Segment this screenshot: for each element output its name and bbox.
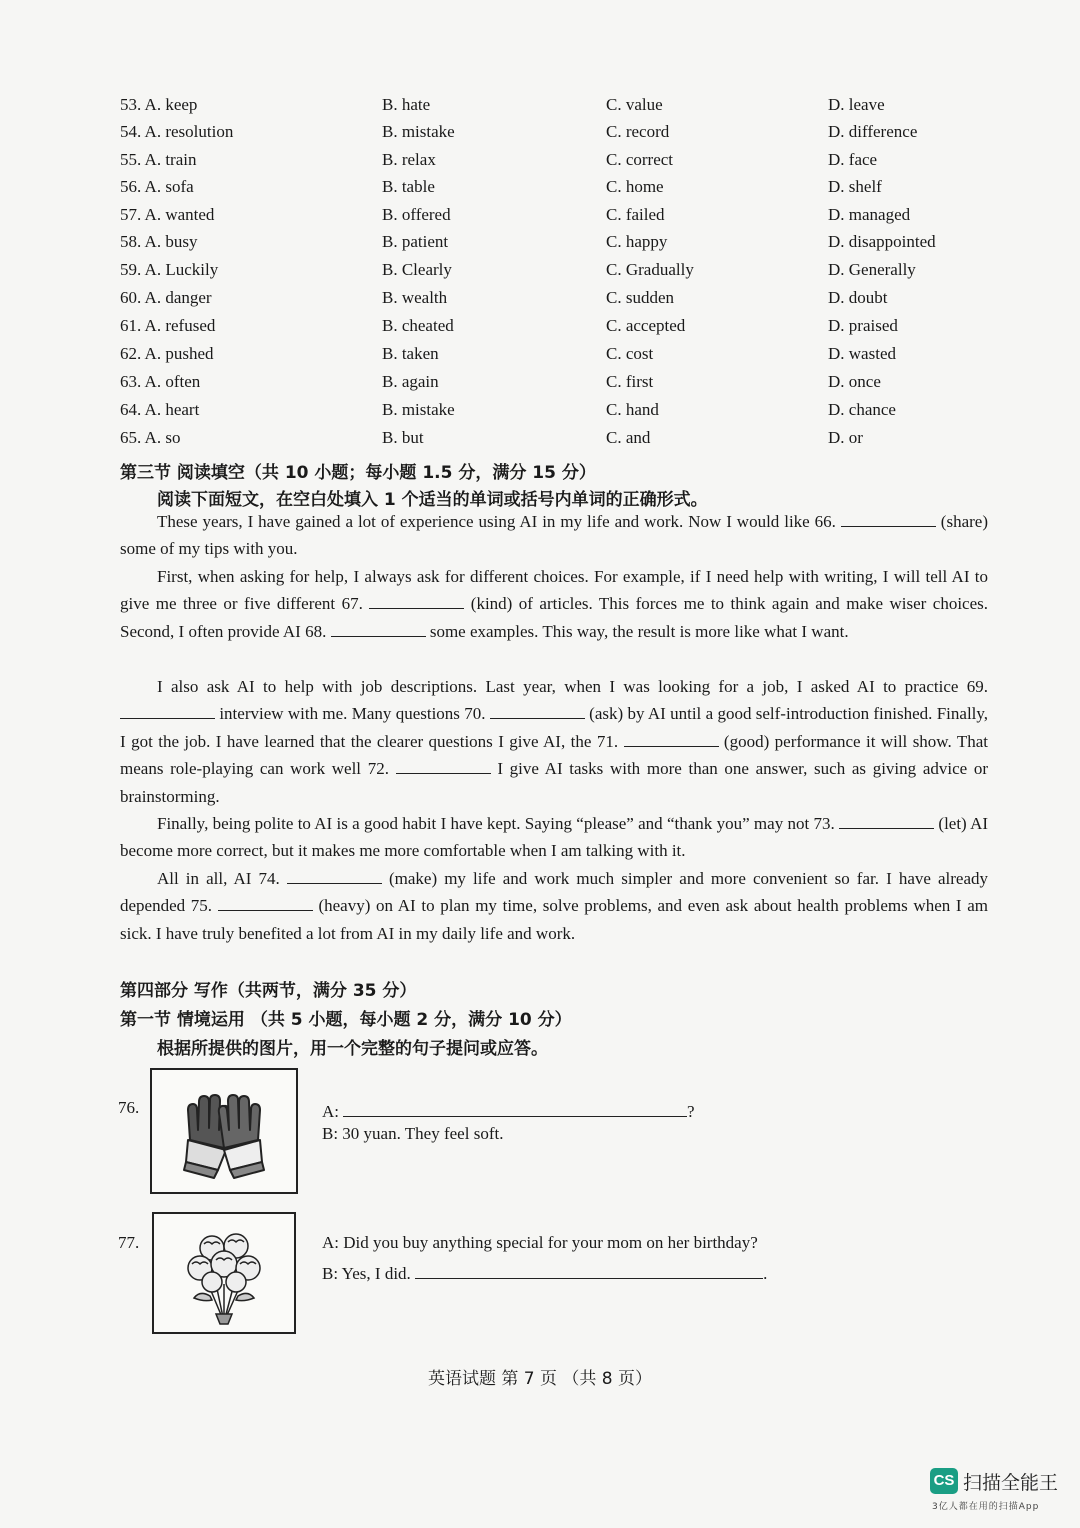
choice-row	[120, 316, 1000, 344]
option-d[interactable]: D. chance	[828, 400, 896, 419]
question-77-picture	[152, 1212, 296, 1334]
option-a[interactable]: 65. A. so	[120, 428, 181, 447]
option-a[interactable]: 56. A. sofa	[120, 177, 194, 196]
answer-76-blank[interactable]	[343, 1098, 687, 1117]
choice-row	[120, 205, 1000, 233]
option-b[interactable]: B. mistake	[382, 400, 455, 419]
choice-row	[120, 177, 1000, 205]
blank-71[interactable]	[624, 728, 719, 747]
option-d[interactable]: D. shelf	[828, 177, 882, 196]
question-76-line-a: A: ?	[322, 1098, 695, 1122]
option-b[interactable]: B. offered	[382, 205, 451, 224]
option-a[interactable]: 61. A. refused	[120, 316, 216, 335]
option-b[interactable]: B. again	[382, 372, 439, 391]
option-d[interactable]: D. disappointed	[828, 232, 936, 251]
option-d[interactable]: D. leave	[828, 95, 885, 114]
blank-69[interactable]	[120, 700, 215, 719]
blank-67[interactable]	[369, 590, 464, 609]
gloves-icon	[152, 1070, 296, 1192]
option-b[interactable]: B. mistake	[382, 122, 455, 141]
option-b[interactable]: B. cheated	[382, 316, 454, 335]
option-b[interactable]: B. taken	[382, 344, 439, 363]
option-c[interactable]: C. cost	[606, 344, 654, 363]
blank-75[interactable]	[218, 892, 313, 911]
option-a[interactable]: 63. A. often	[120, 372, 201, 391]
option-d[interactable]: D. once	[828, 372, 881, 391]
option-c[interactable]: C. Gradually	[606, 260, 694, 279]
carnation-bouquet-icon	[154, 1214, 294, 1332]
option-d[interactable]: D. wasted	[828, 344, 896, 363]
passage-paragraph-3: I also ask AI to help with job descriptions. Last year, when I was looking for a job, I asked AI to practice 69. interview with me. Many questions 70. (ask) by AI until a good self-introduction finished. Finally, I got the job. I have learned that the clearer questions I give AI, the 71. (good) performance it will show. That means role-playing can work well 72. I give AI tasks with more than one answer, such as giving advice or brainstorming.	[120, 677, 989, 806]
option-a[interactable]: 58. A. busy	[120, 232, 198, 251]
choice-row	[120, 232, 1000, 260]
passage-paragraph-4: Finally, being polite to AI is a good habit I have kept. Saying “please” and “thank you” may not 73. (let) AI become more correct, but it makes me more comfortable when I am talking with it.	[120, 810, 988, 865]
option-b[interactable]: B. hate	[382, 95, 431, 114]
answer-77-blank[interactable]	[415, 1260, 763, 1279]
camscanner-badge-icon: CS	[930, 1468, 958, 1494]
option-b[interactable]: B. relax	[382, 150, 436, 169]
option-a[interactable]: 53. A. keep	[120, 95, 198, 114]
option-b[interactable]: B. Clearly	[382, 260, 452, 279]
blank-70[interactable]	[490, 700, 585, 719]
choice-row	[120, 122, 1000, 150]
option-a[interactable]: 57. A. wanted	[120, 205, 215, 224]
option-c[interactable]: C. sudden	[606, 288, 674, 307]
question-77-line-a: A: Did you buy anything special for your mom on her birthday?	[322, 1233, 758, 1252]
camscanner-name: 扫描全能王	[963, 1472, 1059, 1494]
choice-row	[120, 372, 1000, 400]
choice-row	[120, 150, 1000, 178]
option-c[interactable]: C. and	[606, 428, 651, 447]
question-76-line-b: B: 30 yuan. They feel soft.	[322, 1124, 504, 1143]
option-d[interactable]: D. or	[828, 428, 863, 447]
section3-title: 第三节 阅读填空（共 10 小题；每小题 1.5 分，满分 15 分）	[120, 463, 596, 483]
choice-row	[120, 95, 1000, 123]
option-a[interactable]: 64. A. heart	[120, 400, 200, 419]
camscanner-tagline: 3亿人都在用的扫描App	[932, 1502, 1040, 1512]
passage-paragraph-5: All in all, AI 74. (make) my life and work much simpler and more convenient so far. I have already depended 75. (heavy) on AI to plan my time, solve problems, and even ask about health problems when I am sick. I have truly benefited a lot from AI in my daily life and work.	[120, 865, 988, 947]
option-b[interactable]: B. table	[382, 177, 435, 196]
option-d[interactable]: D. praised	[828, 316, 898, 335]
option-a[interactable]: 60. A. danger	[120, 288, 212, 307]
camscanner-logo	[930, 1465, 1060, 1515]
option-d[interactable]: D. Generally	[828, 260, 916, 279]
option-c[interactable]: C. happy	[606, 232, 668, 251]
option-b[interactable]: B. patient	[382, 232, 449, 251]
option-c[interactable]: C. accepted	[606, 316, 686, 335]
option-a[interactable]: 59. A. Luckily	[120, 260, 219, 279]
part4-title: 第四部分 写作（共两节，满分 35 分）	[120, 981, 417, 1001]
part4-section1-instruction: 根据所提供的图片，用一个完整的句子提问或应答。	[157, 1039, 548, 1059]
question-77-number: 77.	[118, 1233, 140, 1252]
passage-paragraph-1: These years, I have gained a lot of experience using AI in my life and work. Now I would like 66. (share) some of my tips with you.	[120, 508, 988, 563]
option-d[interactable]: D. doubt	[828, 288, 888, 307]
blank-66[interactable]	[841, 508, 936, 527]
choice-row	[120, 400, 1000, 428]
option-d[interactable]: D. difference	[828, 122, 918, 141]
option-c[interactable]: C. hand	[606, 400, 659, 419]
option-c[interactable]: C. correct	[606, 150, 674, 169]
option-c[interactable]: C. home	[606, 177, 664, 196]
choice-row	[120, 344, 1000, 372]
option-d[interactable]: D. managed	[828, 205, 911, 224]
option-a[interactable]: 55. A. train	[120, 150, 197, 169]
section3-instruction: 阅读下面短文，在空白处填入 1 个适当的单词或括号内单词的正确形式。	[157, 490, 708, 510]
question-76-picture	[150, 1068, 298, 1194]
part4-section1-title: 第一节 情境运用 （共 5 小题，每小题 2 分，满分 10 分）	[120, 1010, 572, 1030]
option-c[interactable]: C. value	[606, 95, 663, 114]
question-76-number: 76.	[118, 1098, 140, 1117]
page-footer: 英语试题 第 7 页 （共 8 页）	[427, 1369, 653, 1389]
option-a[interactable]: 54. A. resolution	[120, 122, 234, 141]
blank-73[interactable]	[839, 810, 934, 829]
passage-paragraph-2: First, when asking for help, I always ask for different choices. For example, if I need help with writing, I will tell AI to give me three or five different 67. (kind) of articles. This forces me to think again and make wiser choices. Second, I often provide AI 68. some examples. This way, the result is more like what I want.	[120, 567, 988, 641]
option-c[interactable]: C. first	[606, 372, 654, 391]
choice-row	[120, 260, 1000, 288]
blank-68[interactable]	[331, 618, 426, 637]
option-b[interactable]: B. wealth	[382, 288, 448, 307]
option-b[interactable]: B. but	[382, 428, 424, 447]
option-a[interactable]: 62. A. pushed	[120, 344, 214, 363]
option-d[interactable]: D. face	[828, 150, 878, 169]
choice-row	[120, 288, 1000, 316]
question-77-line-b: B: Yes, I did. .	[322, 1260, 767, 1284]
blank-74[interactable]	[287, 865, 382, 884]
choice-row	[120, 428, 1000, 456]
blank-72[interactable]	[396, 755, 491, 774]
option-c[interactable]: C. failed	[606, 205, 665, 224]
option-c[interactable]: C. record	[606, 122, 670, 141]
